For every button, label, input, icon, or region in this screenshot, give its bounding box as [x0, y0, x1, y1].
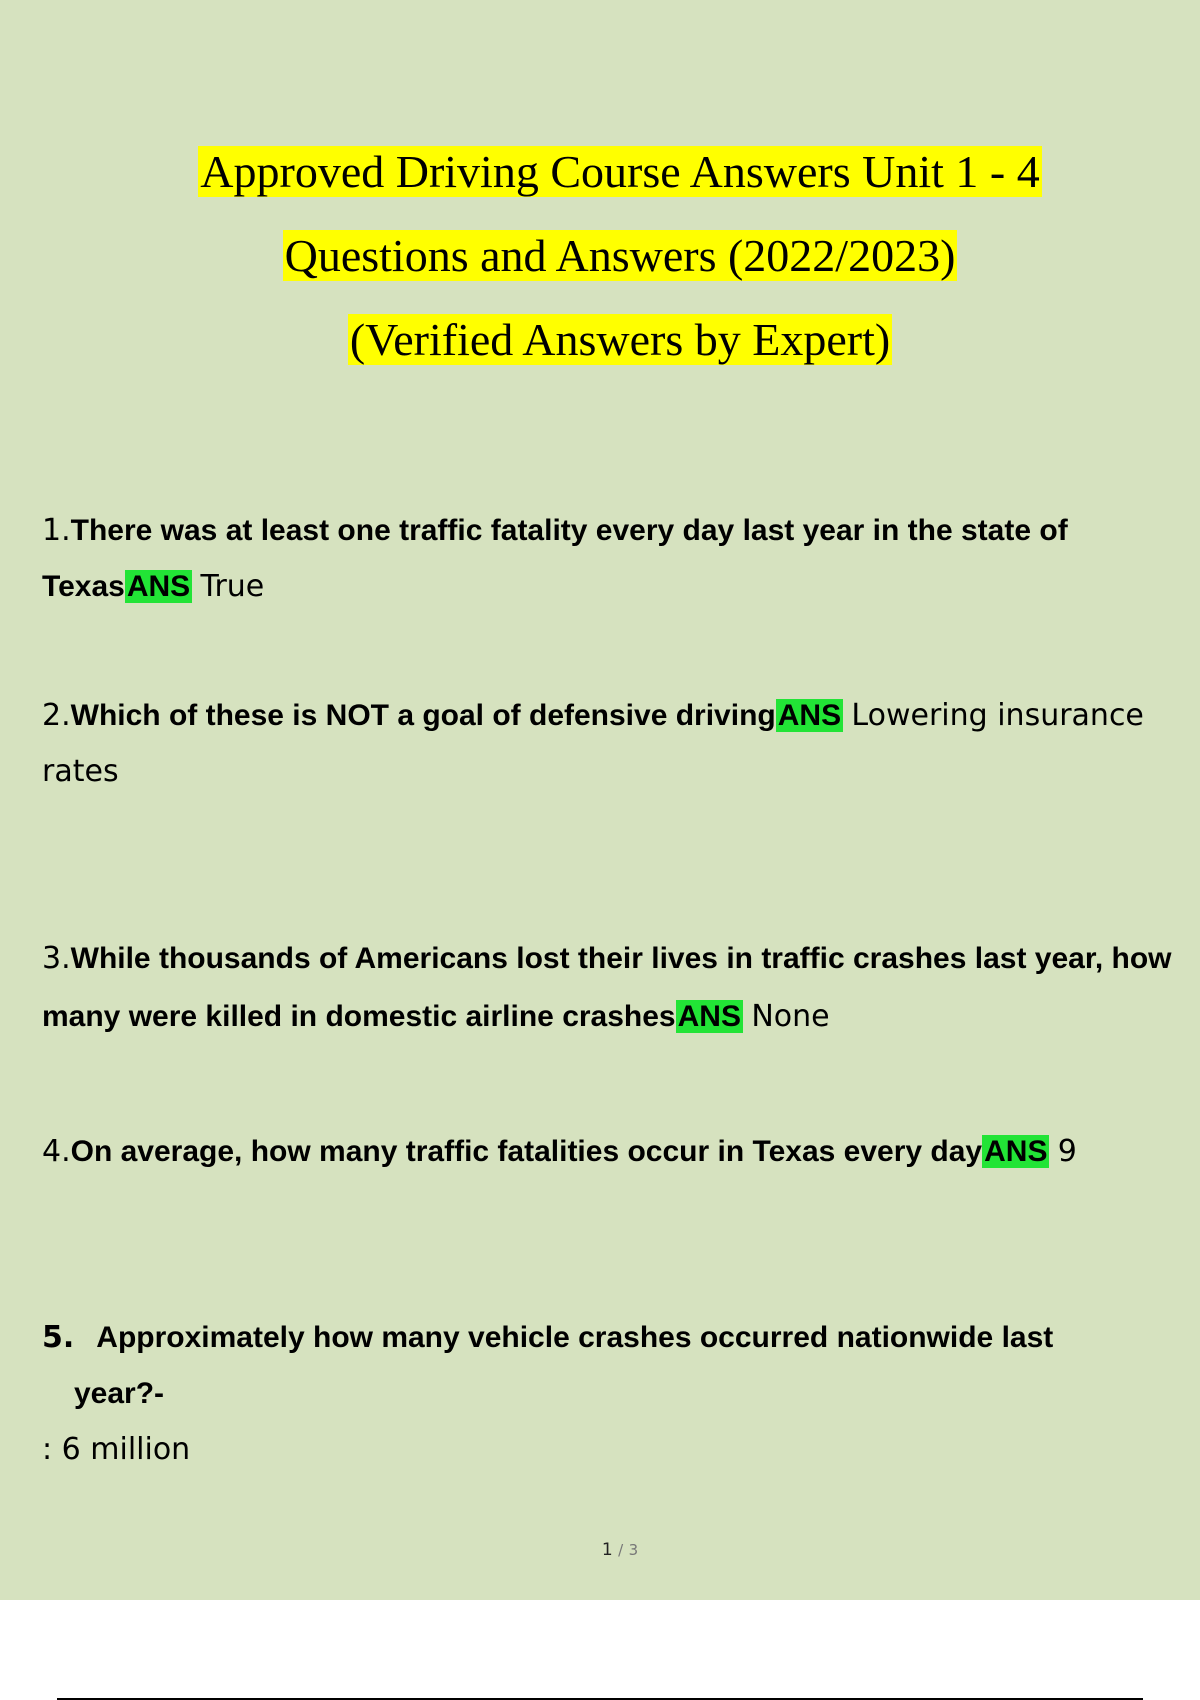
title-line-1: Approved Driving Course Answers Unit 1 - 4	[200, 146, 1040, 197]
page-separator: /	[618, 1541, 624, 1559]
question-text: While thousands of Americans lost their lives in traffic crashes last year, how many were killed in domestic airline crashes	[42, 942, 1172, 1033]
current-page: 1	[601, 1540, 613, 1560]
ans-label: ANS	[984, 1135, 1048, 1168]
ans-label: ANS	[126, 570, 191, 603]
ans-label: ANS	[777, 699, 842, 732]
question-1	[42, 503, 1172, 615]
question-number: 1.	[42, 513, 71, 548]
answer-text: None	[751, 999, 830, 1034]
total-pages: 3	[628, 1541, 639, 1559]
question-number: 2.	[42, 698, 71, 733]
question-4	[42, 1124, 1192, 1180]
question-number: 5.	[42, 1320, 75, 1355]
document-title	[0, 130, 1200, 382]
question-number: 4.	[42, 1134, 71, 1169]
question-2	[42, 688, 1172, 800]
question-text: Which of these is NOT a goal of defensive driving	[70, 699, 776, 732]
question-text-line-2: year?-	[74, 1377, 165, 1410]
question-3	[42, 930, 1172, 1046]
question-text: On average, how many traffic fatalities occur in Texas every day	[70, 1135, 983, 1168]
title-line-2: Questions and Answers (2022/2023)	[284, 230, 956, 281]
answer-text: True	[200, 569, 265, 604]
answer-text: Lowering insurance rates	[42, 698, 1144, 789]
answer-text: : 6 million	[42, 1432, 191, 1467]
question-number: 3.	[42, 941, 71, 976]
ans-label: ANS	[677, 1000, 741, 1033]
title-line-3: (Verified Answers by Expert)	[349, 314, 891, 365]
answer-text: 9	[1057, 1134, 1077, 1169]
question-text: There was at least one traffic fatality every day last year in the state of Texas	[42, 514, 1068, 603]
question-text-line-1: Approximately how many vehicle crashes occurred nationwide last	[96, 1321, 1054, 1354]
page-indicator	[0, 1540, 1200, 1560]
question-5	[42, 1310, 1172, 1478]
